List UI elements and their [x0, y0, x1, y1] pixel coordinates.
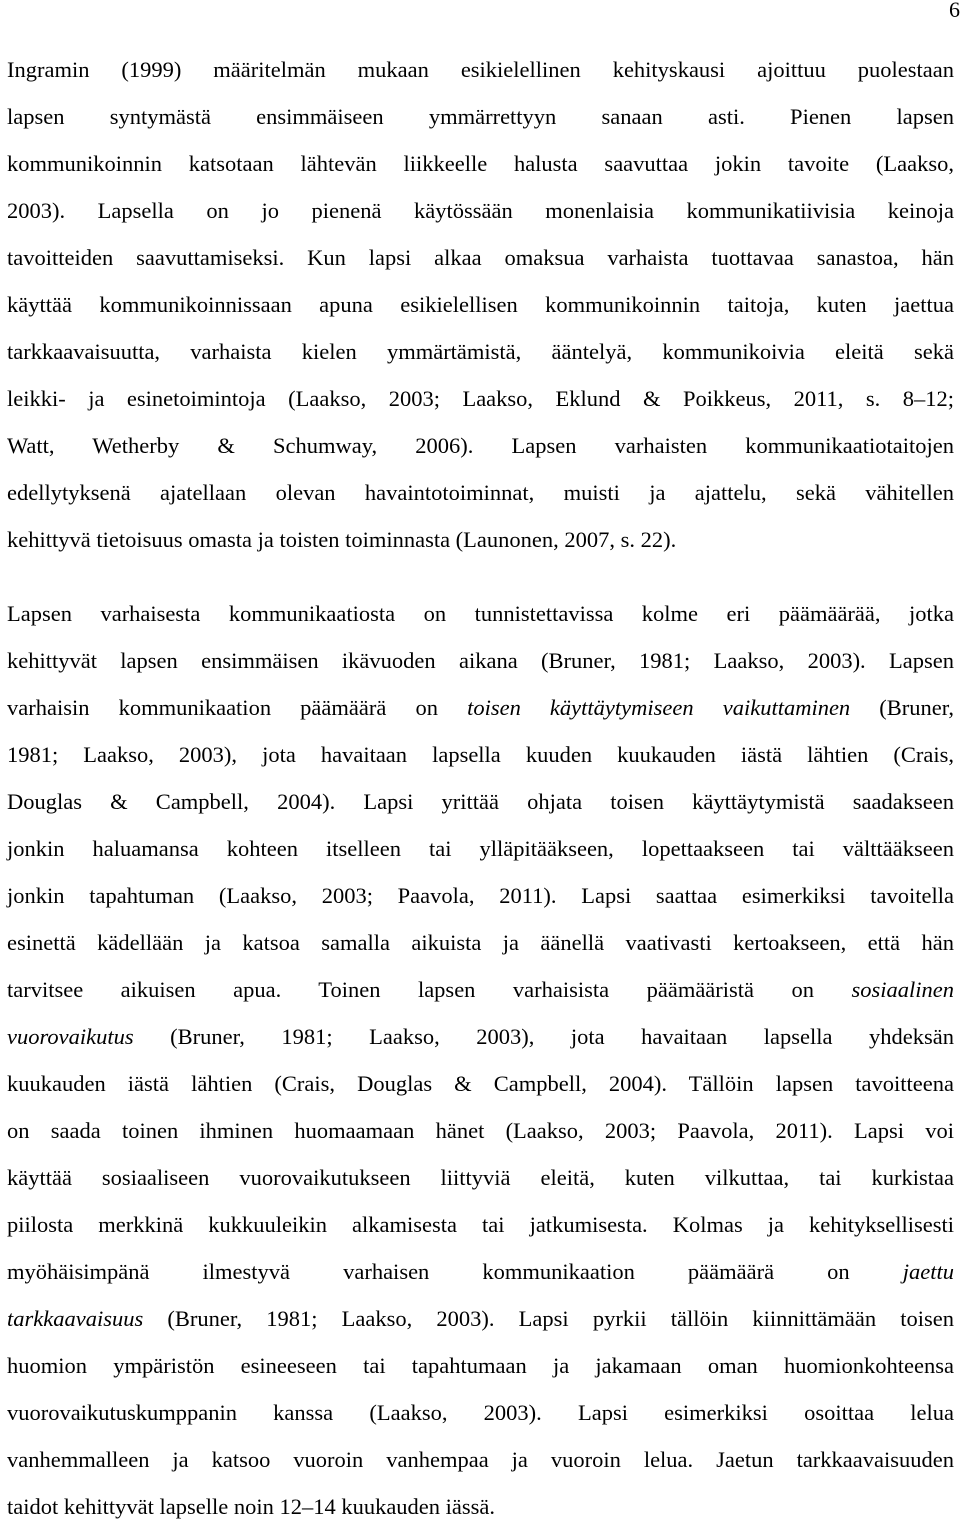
italic-term: vuorovaikutus [7, 1024, 134, 1049]
text-run: piilosta merkkinä kukkuuleikin alkamisesta tai jatkumisesta. Kolmas ja kehityksellisesti [7, 1212, 954, 1237]
text-run: (Bruner, 1981; Laakso, 2003). Lapsi pyrkii tällöin kiinnittämään toisen [143, 1306, 954, 1331]
text-run: kehittyvä tietoisuus omasta ja toisten toiminnasta (Launonen, 2007, s. 22). [7, 527, 677, 552]
text-line [7, 194, 954, 228]
text-run: myöhäisimpänä ilmestyvä varhaisen kommunikaation päämäärä on [7, 1259, 903, 1284]
italic-term: toisen käyttäytymiseen vaikuttaminen [467, 695, 851, 720]
text-line [7, 241, 954, 275]
text-line [7, 597, 954, 631]
text-run: Lapsen varhaisesta kommunikaatiosta on tunnistettavissa kolme eri päämäärää, jotka [7, 601, 954, 626]
text-line [7, 100, 954, 134]
text-run: esinettä kädellään ja katsoa samalla aikuista ja äänellä vaativasti kertoakseen, että hän [7, 930, 954, 955]
text-run: vanhemmalleen ja katsoo vuoroin vanhempaa ja vuoroin lelua. Jaetun tarkkaavaisuuden [7, 1447, 954, 1472]
text-line [7, 644, 954, 678]
text-line [7, 691, 954, 725]
text-line [7, 879, 954, 913]
text-run: lapsen syntymästä ensimmäiseen ymmärrettyyn sanaan asti. Pienen lapsen [7, 104, 954, 129]
text-run: huomion ympäristön esineeseen tai tapahtumaan ja jakamaan oman huomionkohteensa [7, 1353, 954, 1378]
text-line [7, 147, 954, 181]
text-line [7, 476, 954, 510]
page-number: 6 [949, 0, 960, 22]
text-line [7, 1208, 954, 1242]
text-line [7, 1255, 954, 1289]
text-run: jonkin haluamansa kohteen itselleen tai ylläpitääkseen, lopettaakseen tai välttääkseen [7, 836, 954, 861]
text-run: 1981; Laakso, 2003), jota havaitaan lapsella kuuden kuukauden iästä lähtien (Crais, [7, 742, 954, 767]
text-line [7, 973, 954, 1007]
text-line [7, 53, 954, 87]
text-line [7, 1443, 954, 1477]
text-run: on saada toinen ihminen huomaamaan hänet (Laakso, 2003; Paavola, 2011). Lapsi voi [7, 1118, 954, 1143]
text-run: (Bruner, 1981; Laakso, 2003), jota havaitaan lapsella yhdeksän [133, 1024, 954, 1049]
text-run: Ingramin (1999) määritelmän mukaan esikielellinen kehityskausi ajoittuu puolestaan [7, 57, 954, 82]
text-line [7, 288, 954, 322]
text-run: 2003). Lapsella on jo pienenä käytössään monenlaisia kommunikatiivisia keinoja [7, 198, 954, 223]
text-line [7, 1020, 954, 1054]
text-run: leikki- ja esinetoimintoja (Laakso, 2003; Laakso, Eklund & Poikkeus, 2011, s. 8–12; [7, 386, 954, 411]
text-line [7, 429, 954, 463]
text-line [7, 335, 954, 369]
text-line [7, 1490, 495, 1524]
text-run: tarkkaavaisuutta, varhaista kielen ymmärtämistä, ääntelyä, kommunikoivia eleitä sekä [7, 339, 954, 364]
text-line [7, 832, 954, 866]
text-line [7, 1067, 954, 1101]
text-run: edellytyksenä ajatellaan olevan havaintotoiminnat, muisti ja ajattelu, sekä vähitellen [7, 480, 954, 505]
text-line [7, 1396, 954, 1430]
text-run: vuorovaikutuskumppanin kanssa (Laakso, 2003). Lapsi esimerkiksi osoittaa lelua [7, 1400, 954, 1425]
text-run: (Bruner, [850, 695, 954, 720]
text-run: käyttää sosiaaliseen vuorovaikutukseen liittyviä eleitä, kuten vilkuttaa, tai kurkistaa [7, 1165, 954, 1190]
text-run: kuukauden iästä lähtien (Crais, Douglas & Campbell, 2004). Tällöin lapsen tavoitteena [7, 1071, 954, 1096]
italic-term: sosiaalinen [851, 977, 954, 1002]
text-run: taidot kehittyvät lapselle noin 12–14 kuukauden iässä. [7, 1494, 496, 1519]
text-run: tavoitteiden saavuttamiseksi. Kun lapsi alkaa omaksua varhaista tuottavaa sanastoa, hän [7, 245, 954, 270]
italic-term: jaettu [902, 1259, 954, 1284]
text-run: Watt, Wetherby & Schumway, 2006). Lapsen varhaisten kommunikaatiotaitojen [7, 433, 954, 458]
text-run: Douglas & Campbell, 2004). Lapsi yrittää ohjata toisen käyttäytymistä saadakseen [7, 789, 954, 814]
text-line [7, 785, 954, 819]
text-run: varhaisin kommunikaation päämäärä on [7, 695, 468, 720]
text-line [7, 1161, 954, 1195]
text-line [7, 382, 954, 416]
text-line [7, 1302, 954, 1336]
italic-term: tarkkaavaisuus [7, 1306, 144, 1331]
text-line [7, 1114, 954, 1148]
text-line [7, 523, 676, 557]
text-line [7, 1349, 954, 1383]
text-run: kommunikoinnin katsotaan lähtevän liikkeelle halusta saavuttaa jokin tavoite (Laakso, [7, 151, 954, 176]
text-run: kehittyvät lapsen ensimmäisen ikävuoden aikana (Bruner, 1981; Laakso, 2003). Lapsen [7, 648, 954, 673]
text-line [7, 738, 954, 772]
text-run: jonkin tapahtuman (Laakso, 2003; Paavola, 2011). Lapsi saattaa esimerkiksi tavoitella [7, 883, 954, 908]
text-line [7, 926, 954, 960]
text-run: tarvitsee aikuisen apua. Toinen lapsen varhaisista päämääristä on [7, 977, 852, 1002]
text-run: käyttää kommunikoinnissaan apuna esikielellisen kommunikoinnin taitoja, kuten jaettua [7, 292, 954, 317]
